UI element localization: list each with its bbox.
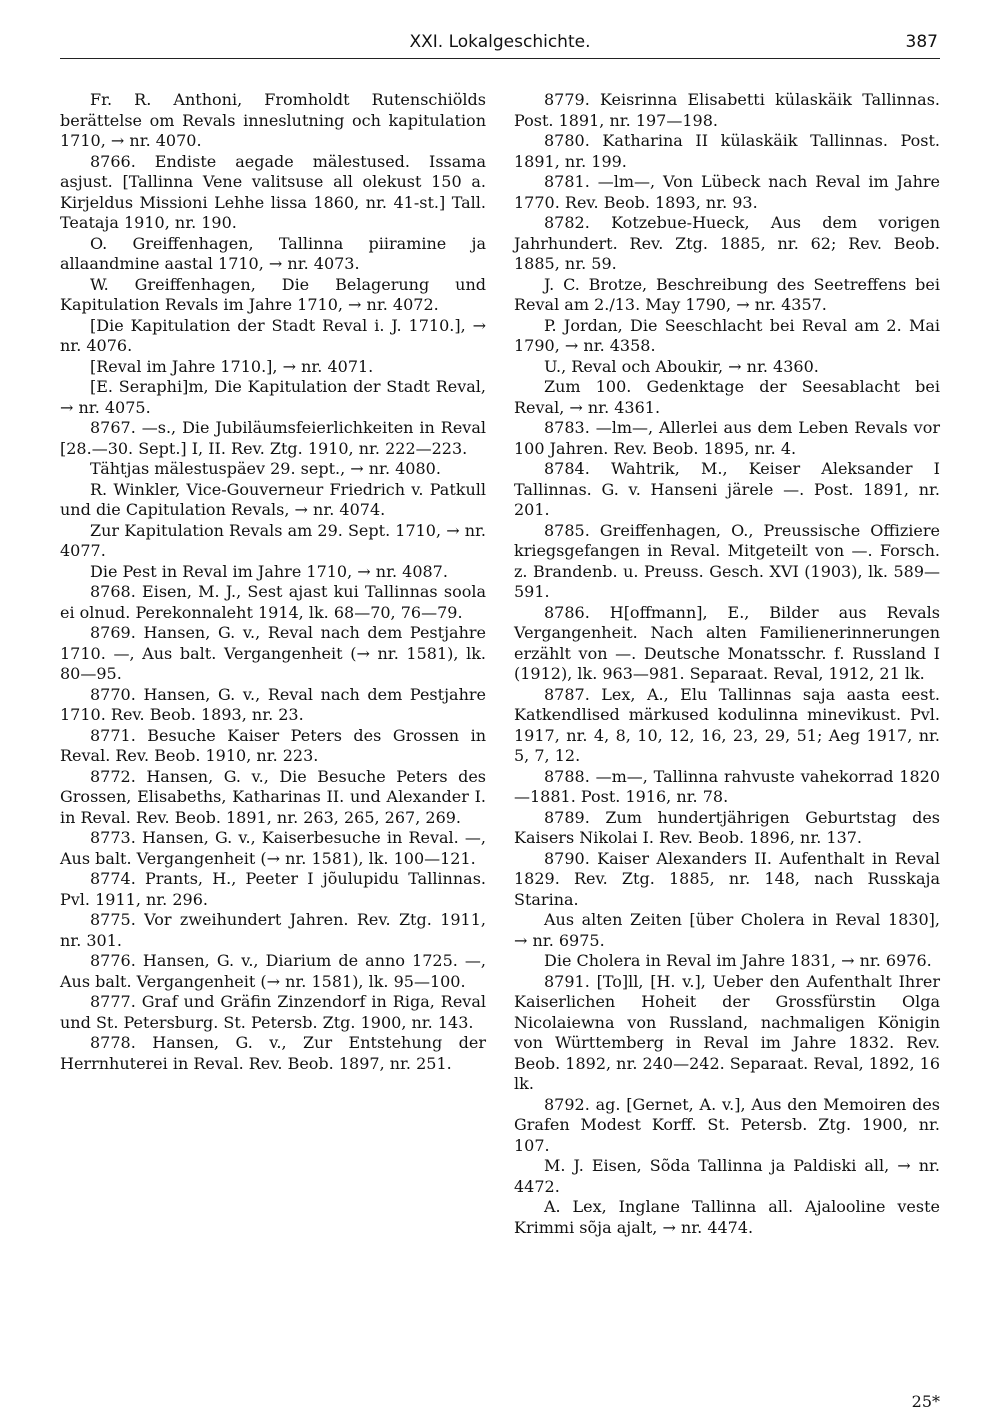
bib-entry: Die Cholera in Reval im Jahre 1831, → nr. 6976. bbox=[544, 951, 932, 970]
bib-entry: A. Lex, Inglane Tallinna all. Ajalooline veste Krimmi sõja ajalt, → nr. 4474. bbox=[514, 1197, 940, 1237]
bib-entry: 8774. Prants, H., Peeter I jõulupidu Tallinnas. Pvl. 1911, nr. 296. bbox=[60, 869, 486, 909]
bib-entry: 8769. Hansen, G. v., Reval nach dem Pestjahre 1710. —, Aus balt. Vergangenheit (→ nr. 1581), lk. 80—95. bbox=[60, 623, 486, 683]
bib-entry: 8783. —lm—, Allerlei aus dem Leben Revals vor 100 Jahren. Rev. Beob. 1895, nr. 4. bbox=[514, 418, 940, 458]
bib-entry: Fr. R. Anthoni, Fromholdt Rutenschiölds berättelse om Revals inneslutning och kapitulation 1710, → nr. 4070. bbox=[60, 90, 486, 150]
page-number: 387 bbox=[905, 32, 938, 52]
bib-entry: 8780. Katharina II külaskäik Tallinnas. Post. 1891, nr. 199. bbox=[514, 131, 940, 171]
bib-entry: 8771. Besuche Kaiser Peters des Grossen in Reval. Rev. Beob. 1910, nr. 223. bbox=[60, 725, 486, 765]
bib-entry: 8792. ag. [Gernet, A. v.], Aus den Memoiren des Grafen Modest Korff. St. Petersb. Ztg. 1900, nr. 107. bbox=[514, 1094, 940, 1155]
bib-entry: M. J. Eisen, Sõda Tallinna ja Paldiski all, → nr. 4472. bbox=[514, 1156, 940, 1196]
bib-entry: 8768. Eisen, M. J., Sest ajast kui Tallinnas soola ei olnud. Perekonnaleht 1914, lk. 68—70, 76—79. bbox=[60, 582, 486, 622]
bib-entry: 8784. Wahtrik, M., Keiser Aleksander I Tallinnas. G. v. Hanseni järele —. Post. 1891, nr. 201. bbox=[514, 459, 940, 519]
running-title: XXI. Lokalgeschichte. bbox=[409, 32, 591, 52]
bib-entry: 8773. Hansen, G. v., Kaiserbesuche in Reval. —, Aus balt. Vergangenheit (→ nr. 1581), lk. 100—121. bbox=[60, 828, 486, 868]
bib-entry: 8777. Graf und Gräfin Zinzendorf in Riga, Reval und St. Petersburg. St. Petersb. Ztg. 1900, nr. 143. bbox=[60, 992, 486, 1032]
bib-entry: 8766. Endiste aegade mälestused. Issama asjust. [Tallinna Vene valitsuse all olekust 150 a. Kirjeldus Missioni Lehhe lissa 1860, nr. 41-st.] Tall. Teataja 1910, nr. 190. bbox=[60, 151, 486, 232]
bib-entry: [E. Seraphi]m, Die Kapitulation der Stadt Reval, → nr. 4075. bbox=[60, 377, 486, 417]
bib-entry: 8772. Hansen, G. v., Die Besuche Peters des Grossen, Elisabeths, Katharinas II. und Alexander I. in Reval. Rev. Beob. 1891, nr. 263, 265, 267, 269. bbox=[60, 766, 486, 827]
bib-entry: Aus alten Zeiten [über Cholera in Reval 1830], → nr. 6975. bbox=[514, 910, 940, 950]
bib-entry: Zum 100. Gedenktage der Seesablacht bei Reval, → nr. 4361. bbox=[514, 377, 940, 417]
bib-entry: 8786. H[offmann], E., Bilder aus Revals Vergangenheit. Nach alten Familienerinnerungen erzählt von —. Deutsche Monatsschr. f. Russland I (1912), lk. 963—981. Separaat. Reval, 1912, 21 lk. bbox=[514, 602, 940, 683]
signature-mark: 25* bbox=[911, 1392, 940, 1411]
bib-entry: W. Greiffenhagen, Die Belagerung und Kapitulation Revals im Jahre 1710, → nr. 4072. bbox=[60, 274, 486, 314]
right-column bbox=[514, 90, 940, 1238]
bib-entry: 8791. [To]ll, [H. v.], Ueber den Aufenthalt Ihrer Kaiserlichen Hoheit der Grossfürstin Olga Nicolaiewna von Russland, nachmaligen Königin von Württemberg in Reval im Jahre 1832. Rev. Beob. 1892, nr. 240—242. Separaat. Reval, 1892, 16 lk. bbox=[514, 971, 940, 1093]
bib-entry: 8775. Vor zweihundert Jahren. Rev. Ztg. 1911, nr. 301. bbox=[60, 910, 486, 950]
bib-entry: 8788. —m—, Tallinna rahvuste vahekorrad 1820—1881. Post. 1916, nr. 78. bbox=[514, 766, 940, 806]
bib-entry: U., Reval och Aboukir, → nr. 4360. bbox=[544, 356, 819, 376]
bib-entry: P. Jordan, Die Seeschlacht bei Reval am 2. Mai 1790, → nr. 4358. bbox=[514, 315, 940, 355]
bib-entry: O. Greiffenhagen, Tallinna piiramine ja allaandmine aastal 1710, → nr. 4073. bbox=[60, 233, 486, 273]
bib-entry: 8770. Hansen, G. v., Reval nach dem Pestjahre 1710. Rev. Beob. 1893, nr. 23. bbox=[60, 684, 486, 724]
bib-entry: 8789. Zum hundertjährigen Geburtstag des Kaisers Nikolai I. Rev. Beob. 1896, nr. 137. bbox=[514, 807, 940, 847]
bib-entry: 8787. Lex, A., Elu Tallinnas saja aasta eest. Katkendlised märkused kodulinna minevikust. Pvl. 1917, nr. 4, 8, 10, 12, 16, 23, 29, 51; Aeg 1917, nr. 5, 7, 12. bbox=[514, 684, 940, 765]
page-header bbox=[60, 28, 940, 59]
bib-entry: 8790. Kaiser Alexanders II. Aufenthalt in Reval 1829. Rev. Ztg. 1885, nr. 148, nach Russkaja Starina. bbox=[514, 848, 940, 909]
bib-entry: 8778. Hansen, G. v., Zur Entstehung der Herrnhuterei in Reval. Rev. Beob. 1897, nr. 251. bbox=[60, 1033, 486, 1073]
bib-entry: Tähtjas mälestuspäev 29. sept., → nr. 4080. bbox=[90, 459, 441, 478]
left-column bbox=[60, 90, 486, 1074]
bib-entry: 8779. Keisrinna Elisabetti külaskäik Tallinnas. Post. 1891, nr. 197—198. bbox=[514, 90, 940, 130]
bib-entry: [Reval im Jahre 1710.], → nr. 4071. bbox=[90, 356, 374, 376]
bib-entry: J. C. Brotze, Beschreibung des Seetreffens bei Reval am 2./13. May 1790, → nr. 4357. bbox=[514, 274, 940, 314]
bib-entry: Zur Kapitulation Revals am 29. Sept. 1710, → nr. 4077. bbox=[60, 520, 486, 560]
bib-entry: 8776. Hansen, G. v., Diarium de anno 1725. —, Aus balt. Vergangenheit (→ nr. 1581), lk. 95—100. bbox=[60, 951, 486, 991]
bib-entry: Die Pest in Reval im Jahre 1710, → nr. 4087. bbox=[90, 561, 448, 581]
bib-entry: 8785. Greiffenhagen, O., Preussische Offiziere kriegsgefangen in Reval. Mitgeteilt von —. Forsch. z. Brandenb. u. Preuss. Gesch. XVI (1903), lk. 589—591. bbox=[514, 520, 940, 601]
bib-entry: [Die Kapitulation der Stadt Reval i. J. 1710.], → nr. 4076. bbox=[60, 315, 486, 355]
bib-entry: R. Winkler, Vice-Gouverneur Friedrich v. Patkull und die Capitulation Revals, → nr. 4074. bbox=[60, 479, 486, 519]
bib-entry: 8782. Kotzebue-Hueck, Aus dem vorigen Jahrhundert. Rev. Ztg. 1885, nr. 62; Rev. Beob. 1885, nr. 59. bbox=[514, 213, 940, 273]
bib-entry: 8781. —lm—, Von Lübeck nach Reval im Jahre 1770. Rev. Beob. 1893, nr. 93. bbox=[514, 172, 940, 212]
bib-entry: 8767. —s., Die Jubiläumsfeierlichkeiten in Reval [28.—30. Sept.] I, II. Rev. Ztg. 1910, nr. 222—223. bbox=[60, 418, 486, 458]
